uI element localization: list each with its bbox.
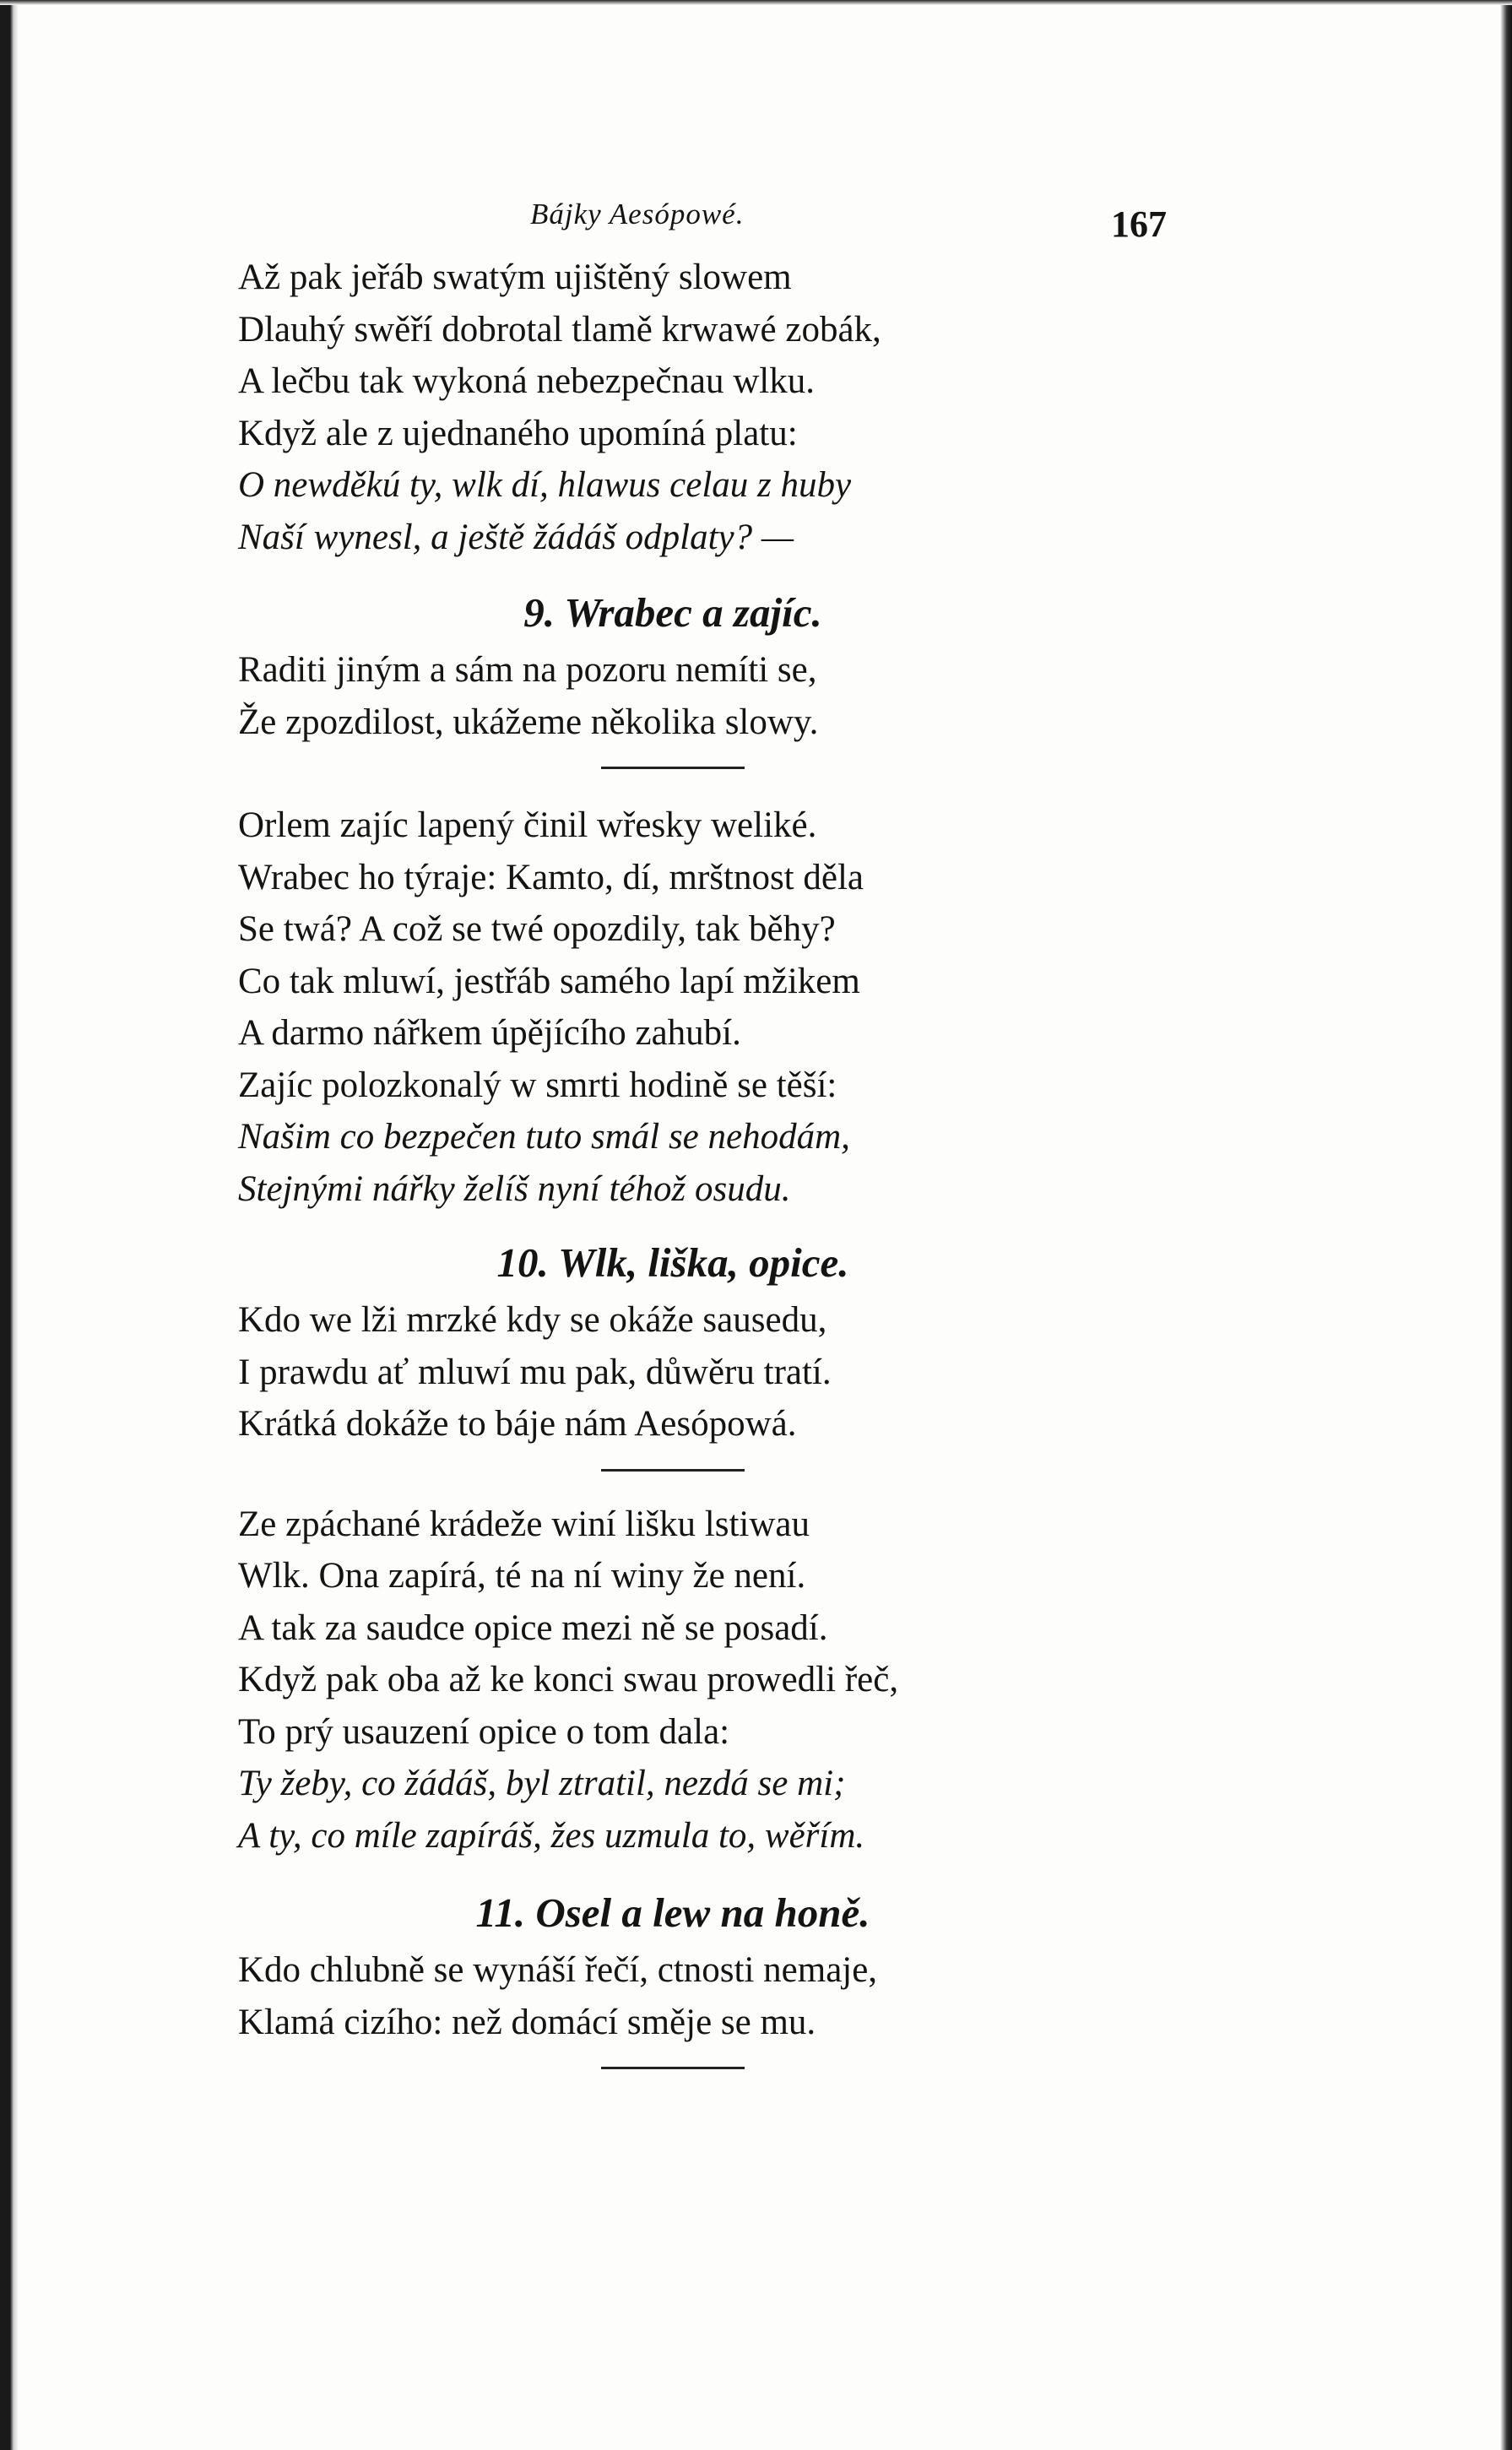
verse-line: Wrabec ho týraje: Kamto, dí, mrštnost děla — [238, 857, 864, 897]
verse-line-italic: Stejnými nářky želíš nyní téhož osudu. — [238, 1168, 791, 1209]
verse-line-italic: A ty, co míle zapíráš, žes uzmula to, wěřím. — [238, 1815, 865, 1856]
verse-line-italic: O newděkú ty, wlk dí, hlawus celau z huby — [238, 465, 852, 505]
page-header — [0, 198, 1512, 248]
verse-line: Orlem zajíc lapený činil wřesky weliké. — [238, 805, 817, 845]
verse-line-italic: Našim co bezpečen tuto smál se nehodám, — [238, 1117, 850, 1157]
running-title: Bájky Aesópowé. — [530, 198, 745, 230]
verse-line: Zajíc polozkonalý w smrti hodině se těší: — [238, 1065, 837, 1105]
verse-line: Dlauhý swěří dobrotal tlamě krwawé zobák, — [238, 309, 881, 350]
moral-line: Raditi jiným a sám na pozoru nemíti se, — [238, 650, 817, 690]
verse-line: A lečbu tak wykoná nebezpečnau wlku. — [238, 361, 815, 401]
verse-line-italic: Naší wynesl, a ještě žádáš odplaty? — — [238, 517, 794, 557]
verse-line: Wlk. Ona zapírá, té na ní winy že není. — [238, 1556, 806, 1596]
verse-line: Ze zpáchané krádeže winí lišku lstiwau — [238, 1504, 810, 1544]
verse-line: Když ale z ujednaného upomíná platu: — [238, 413, 798, 453]
fable-title-9: 9. Wrabec a zajíc. — [523, 589, 822, 636]
page-edge-top — [0, 0, 1512, 5]
moral-line: Kdo chlubně se wynáší řečí, ctnosti nemaje, — [238, 1950, 878, 1990]
verse-line: Se twá? A což se twé opozdily, tak běhy? — [238, 909, 836, 949]
page-body — [238, 252, 1108, 2069]
moral-line: Klamá cizího: než domácí směje se mu. — [238, 2002, 816, 2042]
verse-line: A tak za saudce opice mezi ně se posadí. — [238, 1607, 828, 1648]
verse-line: A darmo nářkem úpějícího zahubí. — [238, 1013, 741, 1053]
page-edge-left — [0, 0, 19, 2450]
verse-line: Když pak oba až ke konci swau prowedli řeč, — [238, 1660, 899, 1699]
verse-line: Až pak jeřáb swatým ujištěný slowem — [238, 257, 792, 297]
verse-line: To prý usauzení opice o tom dala: — [238, 1711, 730, 1752]
fable-title-11: 11. Osel a lew na honě. — [475, 1889, 870, 1936]
page-edge-right — [1500, 0, 1512, 2450]
page-number: 167 — [1111, 203, 1167, 245]
verse-line-italic: Ty žeby, co žádáš, byl ztratil, nezdá se mi; — [238, 1764, 846, 1803]
verse-line: Co tak mluwí, jestřáb samého lapí mžikem — [238, 961, 860, 1001]
moral-line: I prawdu ať mluwí mu pak, důwěru tratí. — [238, 1352, 832, 1392]
moral-line: Že zpozdilost, ukážeme několika slowy. — [238, 702, 819, 742]
separator-rule — [601, 2067, 745, 2069]
moral-line: Krátká dokáže to báje nám Aesópowá. — [238, 1404, 797, 1444]
fable-title-10: 10. Wlk, liška, opice. — [496, 1239, 849, 1286]
moral-line: Kdo we lži mrzké kdy se okáže sausedu, — [238, 1300, 827, 1340]
